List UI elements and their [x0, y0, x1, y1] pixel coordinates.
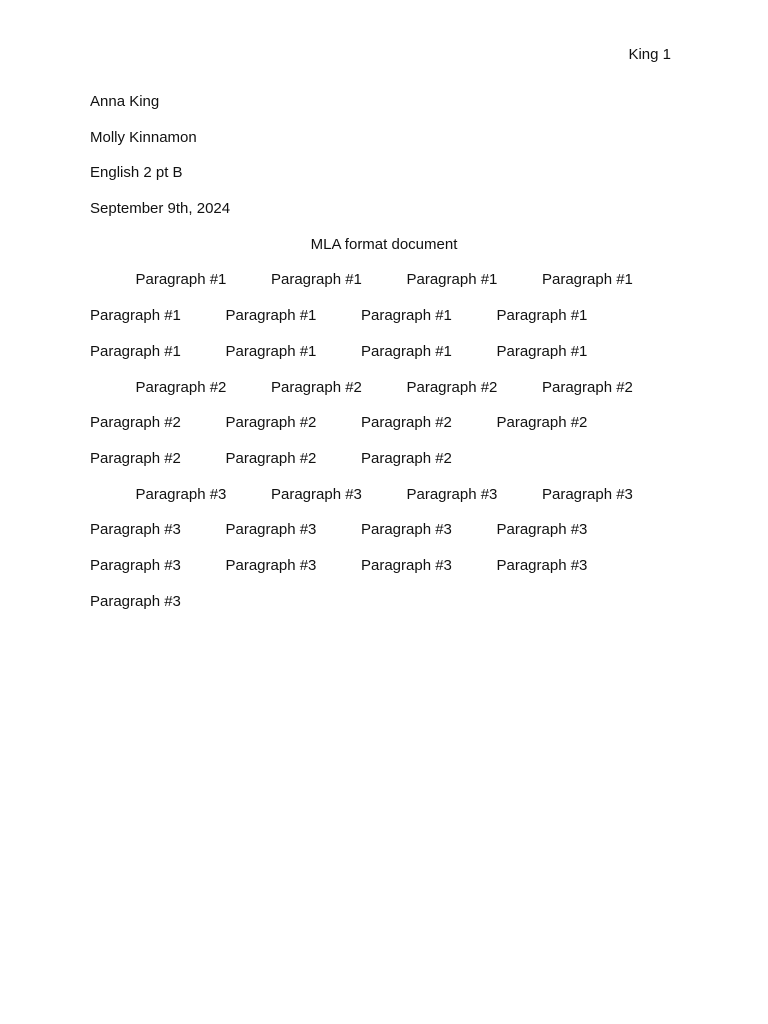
paragraph-line [90, 518, 678, 554]
paragraph-text: Paragraph #1 [271, 271, 362, 289]
paragraph-text: Paragraph #1 [225, 342, 317, 360]
paragraph-text: Paragraph #3 [225, 556, 317, 574]
paragraph-text: Paragraph #3 [90, 592, 181, 610]
paragraph-text: Paragraph #1 [90, 342, 181, 360]
course-name: English 2 pt B [90, 164, 183, 182]
paragraph-text: Paragraph #2 [361, 414, 452, 432]
paragraph-text: Paragraph #3 [361, 556, 452, 574]
paragraph-text: Paragraph #3 [406, 485, 498, 503]
paragraph-line [90, 483, 678, 519]
paragraph-text: Paragraph #2 [135, 378, 227, 396]
paragraph-text: Paragraph #2 [225, 414, 317, 432]
running-head: King 1 [628, 46, 671, 63]
paragraph-text: Paragraph #3 [361, 521, 452, 539]
date-line: September 9th, 2024 [90, 200, 231, 218]
document-title: MLA format document [310, 235, 458, 253]
paragraph-text: Paragraph #3 [90, 521, 181, 539]
paragraph-text: Paragraph #2 [271, 378, 362, 396]
document-body [90, 90, 678, 625]
paragraph-text: Paragraph #3 [496, 521, 588, 539]
paragraph-text: Paragraph #1 [542, 271, 633, 289]
paragraph-text: Paragraph #1 [361, 342, 452, 360]
paragraph-text: Paragraph #2 [90, 449, 181, 467]
paragraph-text: Paragraph #2 [361, 449, 452, 467]
paragraph-line [90, 590, 678, 626]
paragraph-text: Paragraph #2 [406, 378, 498, 396]
paragraph-line [90, 376, 678, 412]
paragraph-line [90, 340, 678, 376]
paragraph-text: Paragraph #3 [135, 485, 227, 503]
paragraph-text: Paragraph #2 [90, 414, 181, 432]
paragraph-text: Paragraph #3 [542, 485, 633, 503]
paragraph-text: Paragraph #2 [542, 378, 633, 396]
paragraph-text: Paragraph #2 [496, 414, 588, 432]
paragraph-text: Paragraph #1 [496, 342, 588, 360]
instructor-name: Molly Kinnamon [90, 128, 197, 146]
paragraph-text: Paragraph #1 [496, 307, 588, 325]
paragraph-line [90, 268, 678, 304]
paragraph-text: Paragraph #1 [135, 271, 227, 289]
paragraph-text: Paragraph #3 [225, 521, 317, 539]
paragraphs-container [90, 268, 678, 625]
paragraph-text: Paragraph #1 [225, 307, 317, 325]
paragraph-text: Paragraph #1 [406, 271, 498, 289]
paragraph-text: Paragraph #3 [496, 556, 588, 574]
paragraph-text: Paragraph #1 [90, 307, 181, 325]
paragraph-line [90, 554, 678, 590]
paragraph-line [90, 411, 678, 447]
paragraph-text: Paragraph #3 [90, 556, 181, 574]
paragraph-text: Paragraph #1 [361, 307, 452, 325]
paragraph-line [90, 304, 678, 340]
student-name: Anna King [90, 93, 160, 110]
paragraph-text: Paragraph #3 [271, 485, 362, 503]
paragraph-line [90, 447, 678, 483]
paragraph-text: Paragraph #2 [225, 449, 317, 467]
